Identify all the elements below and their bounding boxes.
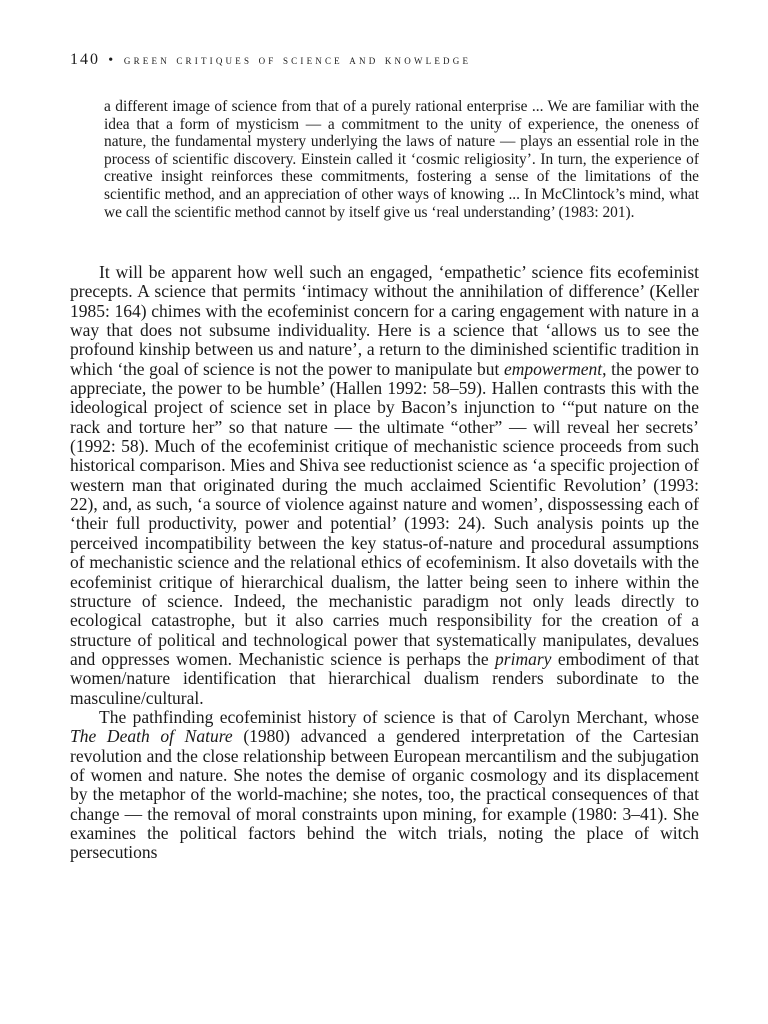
page-number: 140 <box>70 51 100 68</box>
running-head-title: green critiques of science and knowledge <box>123 52 472 67</box>
bullet-separator: • <box>108 53 114 68</box>
book-title: The Death of Nature <box>70 726 233 747</box>
paragraph-2-text-a: The pathfinding ecofeminist history of science is that of Carolyn Merchant, whose <box>99 706 699 727</box>
emphasis-empowerment: empowerment <box>503 358 603 379</box>
paragraph-1-text-b: , the power to appreciate, the power to be humble’ (Hallen 1992: 58–59). Hallen contrasts this with the ideological project of science set in place by Bacon’s injunction to ‘“put nature on the rack and torture her” so that nature — the ultimate “other” — will reveal her secrets’ (1992: 58). Much of the ecofeminist critique of mechanistic science proceeds from such historical comparison. Mies and Shiva see reductionist science as ‘a specific projection of western man that originated during the much acclaimed Scientific Revolution’ (1993: 22), and, as such, ‘a source of violence against nature and women’, dispossessing each of ‘their full productivity, power and potential’ (1993: 24). Such analysis points up the perceived incompatibility between the key status-of-nature and procedural assumptions of mechanistic science and the relational ethics of ecofeminism. It also dovetails with the ecofeminist critique of hierarchical dualism, the latter being seen to inhere within the structure of science. Indeed, the mechanistic paradigm not only leads directly to ecological catastrophe, but it also carries much responsibility for the creation of a structure of political and technological power that systematically manipulates, devalues and oppresses women. Mechanistic science is perhaps the <box>70 358 700 669</box>
block-quote: a different image of science from that of a purely rational enterprise ... We are familiar with the idea that a form of mysticism — a commitment to the unity of experience, the oneness of nature, the fundamental mystery underlying the laws of nature — plays an essential role in the process of scientific discovery. Einstein called it ‘cosmic religiosity’. In turn, the experience of creative insight reinforces these commitments, fostering a sense of the limitations of the scientific method, and an appreciation of other ways of knowing ... In McClintock’s mind, what we call the scientific method cannot by itself give us ‘real understanding’ (1983: 201). <box>104 98 699 221</box>
paragraph-2 <box>70 708 699 863</box>
paragraph-2-text-b: (1980) advanced a gendered interpretation of the Cartesian revolution and the close relationship between European mercantilism and the subjugation of women and nature. She notes the demise of organic cosmology and its displacement by the metaphor of the world-machine; she notes, too, the practical consequences of that change — the removal of moral constraints upon mining, for example (1980: 3–41). She examines the political factors behind the witch trials, noting the place of witch persecutions <box>70 726 700 863</box>
paragraph-1 <box>70 263 699 708</box>
body-text <box>70 263 699 863</box>
paragraph-1-text-a: It will be apparent how well such an engaged, ‘empathetic’ science fits ecofeminist precepts. A science that permits ‘intimacy without the annihilation of difference’ (Keller 1985: 164) chimes with the ecofeminist concern for a caring engagement with nature in a way that does not subsume individuality. Here is a science that ‘allows us to see the profound kinship between us and nature’, a return to the diminished scientific tradition in which ‘the goal of science is not the power to manipulate but <box>70 262 699 379</box>
emphasis-primary: primary <box>495 648 552 669</box>
paragraph-1-text-c: embodiment of that women/nature identification that hierarchical dualism renders subordinate to the masculine/cultural. <box>70 648 699 708</box>
running-head <box>70 51 471 69</box>
